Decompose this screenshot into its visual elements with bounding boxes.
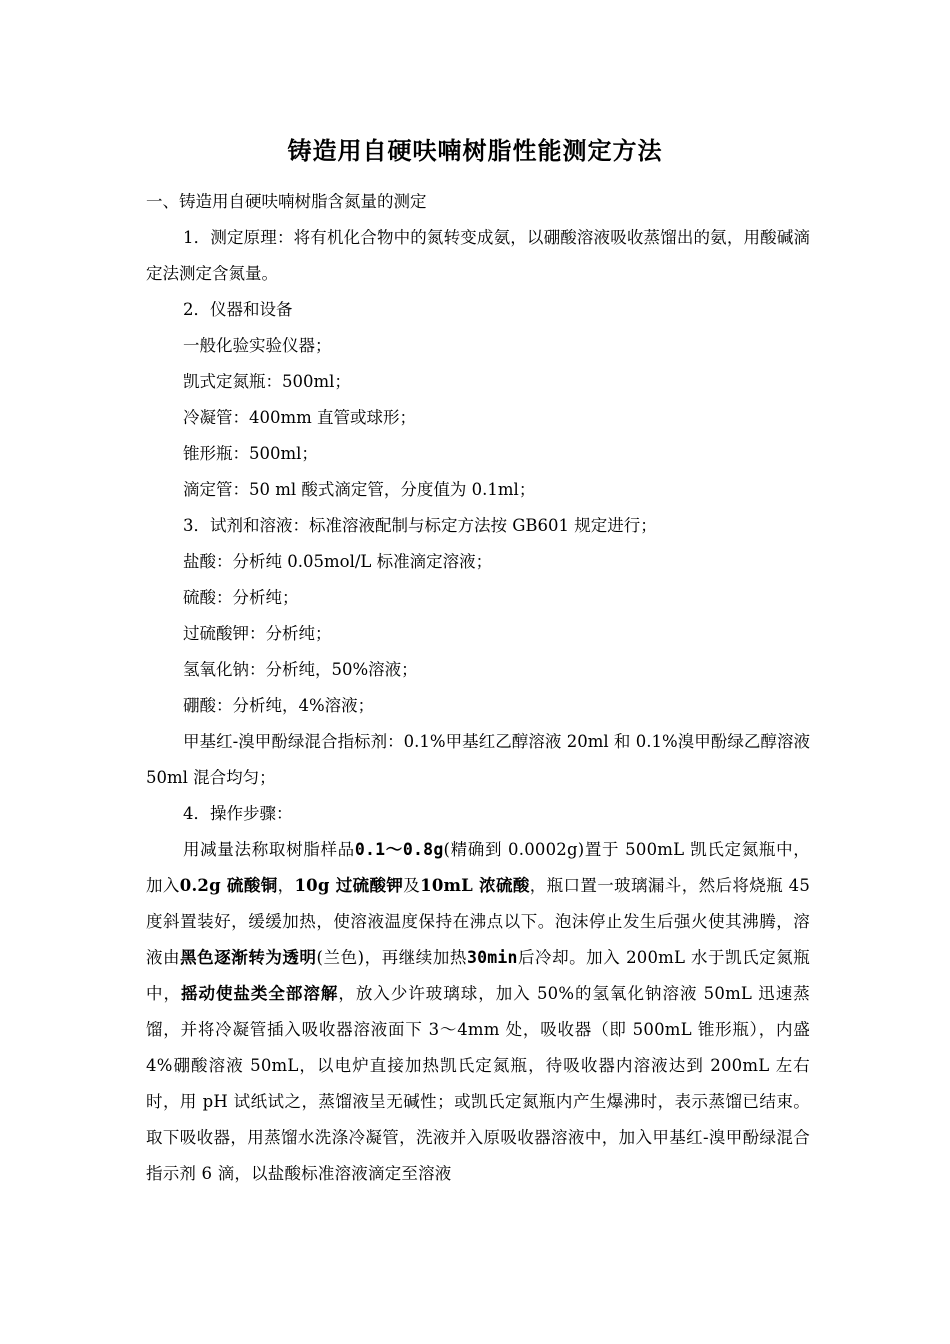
procedure-emphasis: 0.1～0.8g: [354, 840, 444, 859]
procedure-emphasis: 0.2g 硫酸铜: [179, 876, 278, 895]
procedure-text: ，瓶口置一玻璃漏斗，然后将烧瓶 45 度斜置装好，缓缓加热，使溶液温度保持在沸点以下。泡沫停止发生后强火使其沸腾，溶液由: [146, 876, 811, 967]
principle-paragraph: 1．测定原理：将有机化合物中的氮转变成氨，以硼酸溶液吸收蒸馏出的氨，用酸碱滴定法测定含氮量。: [146, 228, 810, 283]
reagent-item: 盐酸：分析纯 0.05mol/L 标准滴定溶液；: [183, 552, 493, 571]
procedure-text: 用减量法称取树脂样品: [183, 840, 355, 859]
instruments-heading: 2．仪器和设备: [183, 300, 293, 319]
procedure-emphasis: 黑色逐渐转为透明: [180, 948, 317, 967]
procedure-heading: 4．操作步骤：: [183, 804, 293, 823]
procedure-text: ，放入少许玻璃球，加入 50%的氢氧化钠溶液 50mL 迅速蒸馏，并将冷凝管插入吸收器溶液面下 3～4mm 处，吸收器（即 500mL 锥形瓶），内盛 4%硼酸溶液 50mL，以电炉直接加热凯氏定氮瓶，待吸收器内溶液达到 200mL 左右时，用 pH 试纸试之，蒸馏液呈无碱性；或凯氏定氮瓶内产生爆沸时，表示蒸馏已结束。取下吸收器，用蒸馏水洗涤冷凝管，洗液并入原吸收器溶液中，加入甲基红-溴甲酚绿混合指示剂 6 滴，以盐酸标准溶液滴定至溶液: [146, 984, 810, 1183]
procedure-paragraph: [146, 832, 810, 1192]
procedure-emphasis: 30min: [466, 948, 518, 967]
reagent-item: 氢氧化钠：分析纯，50%溶液；: [183, 660, 418, 679]
reagents-heading: 3．试剂和溶液：标准溶液配制与标定方法按 GB601 规定进行；: [183, 516, 657, 535]
instrument-item: 凯式定氮瓶：500ml；: [183, 372, 351, 391]
procedure-text: ，: [277, 876, 295, 895]
reagent-item: 甲基红-溴甲酚绿混合指标剂：0.1%甲基红乙醇溶液 20ml 和 0.1%溴甲酚绿乙醇溶液 50ml 混合均匀；: [146, 732, 810, 787]
instrument-item: 一般化验实验仪器；: [183, 336, 332, 355]
section-heading: 一、铸造用自硬呋喃树脂含氮量的测定: [146, 192, 427, 211]
document-body: [146, 184, 810, 1192]
procedure-emphasis: 摇动使盐类全部溶解: [180, 984, 339, 1003]
procedure-emphasis: 10mL 浓硫酸: [420, 876, 530, 895]
procedure-text: (兰色)，再继续加热: [316, 948, 467, 967]
reagent-item: 硫酸：分析纯；: [183, 588, 299, 607]
reagent-item: 过硫酸钾：分析纯；: [183, 624, 332, 643]
instrument-item: 锥形瓶：500ml；: [183, 444, 318, 463]
procedure-text: 及: [403, 876, 421, 895]
document-title: 铸造用自硬呋喃树脂性能测定方法: [287, 137, 663, 165]
instrument-item: 滴定管：50 ml 酸式滴定管，分度值为 0.1ml；: [183, 480, 536, 499]
reagent-item: 硼酸：分析纯，4%溶液；: [183, 696, 375, 715]
procedure-text: 后冷却。加入 200mL 水于凯氏定氮瓶中，: [146, 948, 810, 1003]
procedure-text: (精确到 0.0002g)置于 500mL 凯氏定氮瓶中，加入: [146, 840, 810, 895]
instrument-item: 冷凝管：400mm 直管或球形；: [183, 408, 417, 427]
procedure-emphasis: 10g 过硫酸钾: [294, 876, 404, 895]
